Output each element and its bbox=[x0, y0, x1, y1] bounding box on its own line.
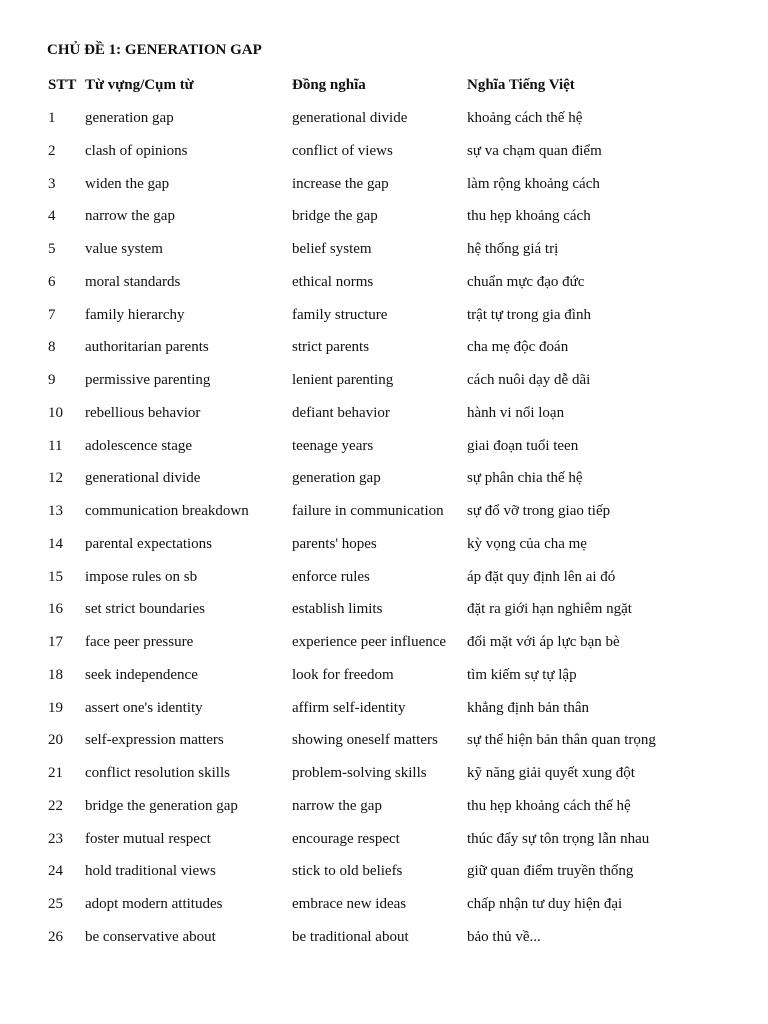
row-term: face peer pressure bbox=[85, 634, 194, 650]
row-stt: 21 bbox=[48, 765, 63, 781]
header-stt: STT bbox=[48, 77, 77, 93]
row-term: adopt modern attitudes bbox=[85, 896, 223, 912]
row-synonym: look for freedom bbox=[292, 666, 394, 683]
table-row bbox=[0, 730, 768, 750]
row-stt: 3 bbox=[48, 175, 56, 192]
row-term: foster mutual respect bbox=[85, 830, 211, 847]
table-row bbox=[0, 108, 768, 128]
row-synonym: increase the gap bbox=[292, 175, 389, 192]
row-term: moral standards bbox=[85, 273, 181, 290]
table-row bbox=[0, 567, 768, 587]
row-vietnamese: khẳng định bản thân bbox=[467, 699, 590, 716]
row-stt: 12 bbox=[48, 470, 63, 487]
row-vietnamese: thúc đẩy sự tôn trọng lẫn nhau bbox=[467, 830, 650, 847]
row-term: be conservative about bbox=[85, 928, 216, 945]
header-vietnamese: Nghĩa Tiếng Việt bbox=[467, 77, 575, 93]
row-vietnamese: kỳ vọng của cha mẹ bbox=[467, 535, 587, 552]
row-term: impose rules on sb bbox=[85, 568, 198, 585]
row-term: conflict resolution skills bbox=[85, 765, 230, 781]
row-vietnamese: làm rộng khoảng cách bbox=[467, 175, 600, 192]
row-term: adolescence stage bbox=[85, 437, 193, 454]
row-term: set strict boundaries bbox=[85, 601, 205, 618]
row-vietnamese: tìm kiếm sự tự lập bbox=[467, 666, 577, 683]
row-synonym: experience peer influence bbox=[292, 634, 447, 650]
row-vietnamese: thu hẹp khoảng cách thế hệ bbox=[467, 797, 631, 814]
row-stt: 9 bbox=[48, 372, 56, 388]
row-stt: 26 bbox=[48, 928, 63, 945]
row-vietnamese: sự thể hiện bản thân quan trọng bbox=[467, 732, 656, 749]
row-vietnamese: chuẩn mực đạo đức bbox=[467, 273, 585, 290]
row-synonym: generation gap bbox=[292, 470, 381, 487]
row-vietnamese: khoảng cách thế hệ bbox=[467, 110, 583, 126]
table-row bbox=[0, 763, 768, 783]
row-stt: 22 bbox=[48, 797, 63, 814]
table-row bbox=[0, 468, 768, 488]
row-synonym: showing oneself matters bbox=[292, 732, 438, 749]
row-vietnamese: giữ quan điểm truyền thống bbox=[467, 863, 634, 880]
row-synonym: embrace new ideas bbox=[292, 896, 407, 912]
row-synonym: problem-solving skills bbox=[292, 765, 427, 781]
row-term: self-expression matters bbox=[85, 732, 224, 749]
row-stt: 8 bbox=[48, 339, 56, 356]
table-row bbox=[0, 861, 768, 881]
row-term: rebellious behavior bbox=[85, 404, 201, 421]
table-row bbox=[0, 599, 768, 619]
table-row bbox=[0, 829, 768, 849]
row-vietnamese: đặt ra giới hạn nghiêm ngặt bbox=[467, 601, 632, 618]
row-vietnamese: đối mặt với áp lực bạn bè bbox=[467, 634, 620, 650]
row-vietnamese: sự phân chia thế hệ bbox=[467, 470, 583, 487]
row-synonym: affirm self-identity bbox=[292, 699, 406, 716]
row-synonym: family structure bbox=[292, 306, 388, 323]
table-row bbox=[0, 796, 768, 816]
row-stt: 11 bbox=[48, 437, 63, 454]
row-synonym: enforce rules bbox=[292, 568, 370, 585]
row-stt: 1 bbox=[48, 110, 56, 126]
row-vietnamese: sự đổ vỡ trong giao tiếp bbox=[467, 503, 611, 519]
row-vietnamese: thu hẹp khoảng cách bbox=[467, 208, 591, 225]
header-term: Từ vựng/Cụm từ bbox=[85, 77, 194, 93]
row-vietnamese: cha mẹ độc đoán bbox=[467, 339, 569, 356]
table-row bbox=[0, 501, 768, 521]
row-stt: 23 bbox=[48, 830, 63, 847]
row-term: permissive parenting bbox=[85, 372, 211, 388]
row-synonym: establish limits bbox=[292, 601, 383, 618]
row-term: generational divide bbox=[85, 470, 201, 487]
row-stt: 18 bbox=[48, 666, 63, 683]
row-stt: 2 bbox=[48, 142, 56, 159]
row-stt: 7 bbox=[48, 306, 56, 323]
row-stt: 17 bbox=[48, 634, 63, 650]
row-term: value system bbox=[85, 241, 163, 257]
row-synonym: encourage respect bbox=[292, 830, 400, 847]
row-stt: 16 bbox=[48, 601, 63, 618]
table-row bbox=[0, 894, 768, 914]
row-vietnamese: hành vi nổi loạn bbox=[467, 404, 565, 421]
table-row bbox=[0, 403, 768, 423]
row-stt: 6 bbox=[48, 273, 56, 290]
row-stt: 15 bbox=[48, 568, 63, 585]
row-synonym: stick to old beliefs bbox=[292, 863, 403, 880]
table-row bbox=[0, 141, 768, 161]
row-term: family hierarchy bbox=[85, 306, 185, 323]
row-vietnamese: cách nuôi dạy dễ dãi bbox=[467, 372, 591, 388]
table-row bbox=[0, 698, 768, 718]
row-term: assert one's identity bbox=[85, 699, 203, 716]
row-vietnamese: giai đoạn tuổi teen bbox=[467, 437, 579, 454]
row-term: communication breakdown bbox=[85, 503, 249, 519]
row-vietnamese: kỹ năng giải quyết xung đột bbox=[467, 765, 635, 781]
table-row bbox=[0, 534, 768, 554]
row-synonym: narrow the gap bbox=[292, 797, 382, 814]
row-term: clash of opinions bbox=[85, 142, 188, 159]
table-row bbox=[0, 436, 768, 456]
row-stt: 14 bbox=[48, 535, 63, 552]
page-title: CHỦ ĐỀ 1: GENERATION GAP bbox=[47, 42, 262, 58]
table-row bbox=[0, 305, 768, 325]
row-term: generation gap bbox=[85, 110, 174, 126]
table-row bbox=[0, 174, 768, 194]
row-synonym: parents' hopes bbox=[292, 535, 377, 552]
row-term: seek independence bbox=[85, 666, 198, 683]
header-synonym: Đồng nghĩa bbox=[292, 77, 366, 93]
row-term: widen the gap bbox=[85, 175, 170, 192]
row-synonym: strict parents bbox=[292, 339, 370, 356]
row-term: parental expectations bbox=[85, 535, 213, 552]
table-row bbox=[0, 337, 768, 357]
row-stt: 13 bbox=[48, 503, 63, 519]
row-synonym: bridge the gap bbox=[292, 208, 378, 225]
row-stt: 20 bbox=[48, 732, 63, 749]
row-vietnamese: chấp nhận tư duy hiện đại bbox=[467, 896, 623, 912]
row-term: hold traditional views bbox=[85, 863, 216, 880]
table-row bbox=[0, 206, 768, 226]
row-vietnamese: trật tự trong gia đình bbox=[467, 306, 591, 323]
row-synonym: failure in communication bbox=[292, 503, 444, 519]
table-row bbox=[0, 632, 768, 652]
table-row bbox=[0, 927, 768, 947]
row-stt: 25 bbox=[48, 896, 63, 912]
table-row bbox=[0, 272, 768, 292]
row-synonym: defiant behavior bbox=[292, 404, 390, 421]
row-synonym: be traditional about bbox=[292, 928, 409, 945]
row-synonym: teenage years bbox=[292, 437, 374, 454]
row-term: authoritarian parents bbox=[85, 339, 209, 356]
row-synonym: generational divide bbox=[292, 110, 408, 126]
table-row bbox=[0, 370, 768, 390]
row-stt: 4 bbox=[48, 208, 56, 225]
table-row bbox=[0, 665, 768, 685]
row-stt: 10 bbox=[48, 404, 63, 421]
row-synonym: ethical norms bbox=[292, 273, 374, 290]
table-header bbox=[0, 75, 768, 95]
row-vietnamese: hệ thống giá trị bbox=[467, 241, 559, 257]
row-term: narrow the gap bbox=[85, 208, 175, 225]
row-synonym: conflict of views bbox=[292, 142, 393, 159]
row-vietnamese: sự va chạm quan điểm bbox=[467, 142, 602, 159]
row-synonym: lenient parenting bbox=[292, 372, 394, 388]
row-stt: 24 bbox=[48, 863, 63, 880]
row-vietnamese: áp đặt quy định lên ai đó bbox=[467, 568, 616, 585]
row-vietnamese: bảo thủ về... bbox=[467, 928, 541, 945]
row-stt: 19 bbox=[48, 699, 63, 716]
row-term: bridge the generation gap bbox=[85, 797, 238, 814]
row-stt: 5 bbox=[48, 241, 56, 257]
row-synonym: belief system bbox=[292, 241, 372, 257]
table-row bbox=[0, 239, 768, 259]
